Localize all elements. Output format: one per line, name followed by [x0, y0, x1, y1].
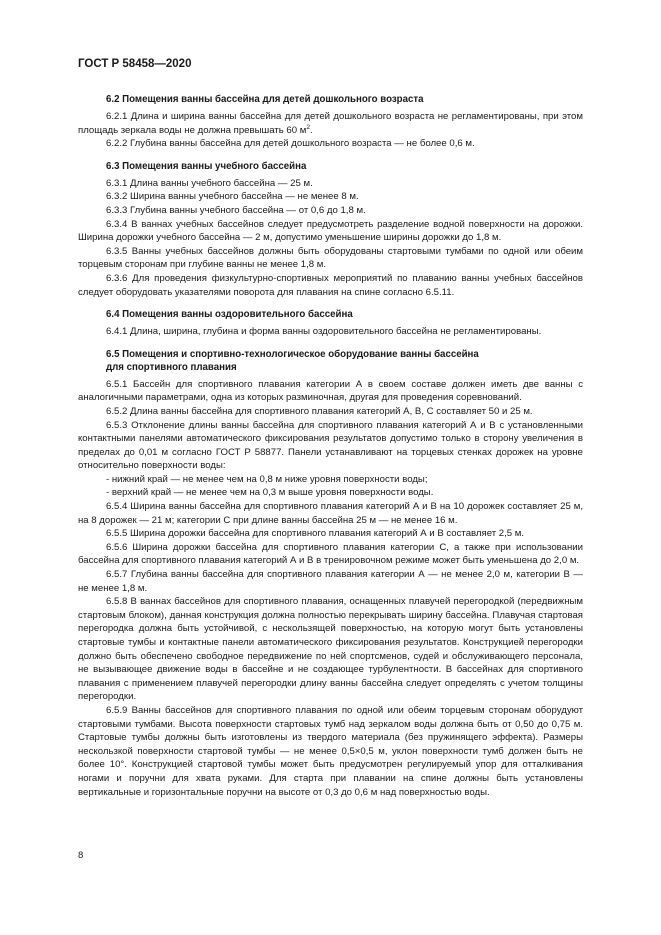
- paragraph: [78, 500, 583, 527]
- paragraph-text: 6.5.1 Бассейн для спортивного плавания категории А в своем составе должен иметь две ванны с аналогичными параметрами, одна из которых разминочная, другая для проведения соревнований.: [78, 378, 583, 404]
- section-heading-line: 6.4 Помещения ванны оздоровительного бассейна: [106, 309, 353, 321]
- paragraph: [78, 527, 583, 541]
- paragraph: [78, 378, 583, 405]
- list-item: [78, 473, 583, 487]
- paragraph-text: 6.5.3 Отклонение длины ванны бассейна для спортивного плавания категорий А и В с установленными контактными панелями автоматического фиксирования результатов допустимо только в сторону увеличения в пределах до 0,01 м согласно ГОСТ Р 58877. Панели устанавливают на торцевых стенках дорожек на уровне относительно поверхности воды:: [78, 419, 583, 472]
- paragraph-text: 6.4.1 Длина, ширина, глубина и форма ванны оздоровительного бассейна не регламентированы.: [106, 326, 542, 338]
- paragraph-text: - нижний край — не менее чем на 0,8 м ниже уровня поверхности воды;: [106, 473, 428, 485]
- section-heading-line: 6.3 Помещения ванны учебного бассейна: [106, 160, 307, 172]
- paragraph: [78, 568, 583, 595]
- section-heading-line: 6.5 Помещения и спортивно-технологическое оборудование ванны бассейна: [106, 348, 479, 360]
- paragraph-text: 6.5.4 Ширина ванны бассейна для спортивного плавания категорий А и В на 10 дорожек составляет 25 м, на 8 дорожек — 21 м; категории С при длине ванны бассейна 25 м — не менее 16 м.: [78, 501, 583, 526]
- paragraph: [78, 704, 583, 799]
- paragraph-text: 6.3.4 В ваннах учебных бассейнов следует предусмотреть разделение водной поверхности на дорожки. Ширина дорожки учебного бассейна — 2 м, допустимо уменьшение ширины дорожки до 1,8 м.: [78, 218, 583, 244]
- paragraph-text: 6.5.6 Ширина дорожки бассейна для спортивного плавания категории С, а также при использовании бассейна для спортивного плавания категорий А и В в тренировочном режиме может быть уменьшена до 2,0 м.: [78, 541, 583, 567]
- paragraph-text: 6.3.3 Глубина ванны учебного бассейна — от 0,6 до 1,8 м.: [106, 204, 366, 216]
- paragraph: [78, 325, 583, 339]
- paragraph-text: 6.3.6 Для проведения физкультурно-спортивных мероприятий по плаванию ванны учебных бассейнов следует оборудовать указателями поворота для плавания на спине согласно 6.5.11.: [78, 272, 583, 298]
- paragraph-text: 6.3.5 Ванны учебных бассейнов должны быть оборудованы стартовыми тумбами по одной или обеим торцевым сторонам при глубине ванны не менее 1,8 м.: [78, 245, 583, 271]
- document-code-header: ГОСТ Р 58458—2020: [78, 58, 192, 70]
- paragraph: [78, 204, 583, 218]
- paragraph: [78, 272, 583, 299]
- paragraph-text: 6.3.2 Ширина ванны учебного бассейна — не менее 8 м.: [106, 191, 359, 203]
- paragraph: [78, 177, 583, 191]
- paragraph: [78, 245, 583, 272]
- section-heading-line: для спортивного плавания: [106, 361, 237, 373]
- paragraph-tail: .: [309, 124, 313, 136]
- paragraph: [78, 190, 583, 204]
- paragraph-text: 6.5.8 В ваннах бассейнов для спортивного плавания, оснащенных плавучей перегородкой (передвижным стартовым блоком), данная конструкция должна полностью перекрывать ширину бассейна. Плавучая стартовая перегородка должна быть устойчивой, с нескользящей поверхностью, на которую могут быть установлены стартовые тумбы и контактные панели автоматического фиксирования результатов. Конструкцией перегородки должно быть обеспечено свободное передвижение по ней спортсменов, судей и обслуживающего персонала, не вызывающее движение воды в бассейне и не создающее турбулентности. В бассейнах для спортивного плавания с применением плавучей перегородки длину ванны бассейна следует определять с учетом толщины перегородки.: [78, 596, 583, 703]
- paragraph-text: 6.2.2 Глубина ванны бассейна для детей дошкольного возраста — не более 0,6 м.: [106, 138, 475, 150]
- section-heading-line: 6.2 Помещения ванны бассейна для детей дошкольного возраста: [106, 94, 424, 105]
- paragraph-text: - верхний край — не менее чем на 0,3 м выше уровня поверхности воды.: [106, 487, 434, 499]
- paragraph: [78, 218, 583, 245]
- list-item: [78, 486, 583, 500]
- paragraph: [78, 405, 583, 419]
- paragraph-text: 6.5.7 Глубина ванны бассейна для спортивного плавания категории А — не менее 2,0 м, категории В — не менее 1,8 м.: [78, 569, 583, 594]
- paragraph: [78, 110, 583, 137]
- paragraph: [78, 541, 583, 568]
- paragraph: [78, 137, 583, 151]
- paragraph-text: 6.3.1 Длина ванны учебного бассейна — 25 м.: [106, 177, 313, 189]
- document-body: [78, 93, 583, 799]
- paragraph-text: 6.5.2 Длина ванны бассейна для спортивного плавания категорий А, В, С составляет 50 и 25 м.: [106, 405, 533, 417]
- section-heading: [78, 93, 583, 106]
- paragraph-text: 6.2.1 Длина и ширина ванны бассейна для детей дошкольного возраста не регламентированы, при этом площадь зеркала воды не должна превышать 60 м: [78, 111, 583, 136]
- page-number: 8: [78, 850, 84, 861]
- section-heading: [78, 160, 583, 173]
- section-heading: [78, 348, 583, 374]
- paragraph-text: 6.5.5 Ширина дорожки бассейна для спортивного плавания категорий А и В составляет 2,5 м.: [106, 528, 525, 540]
- paragraph-text: 6.5.9 Ванны бассейнов для спортивного плавания по одной или обеим торцевым сторонам оборудуют стартовыми тумбами. Высота поверхности стартовых тумб над зеркалом воды должна быть от 0,50 до 0,75 м. Стартовые тумбы должны быть изготовлены из твердого материала (без пружинящего эффекта). Размеры нескользкой поверхности стартовой тумбы — не менее 0,5×0,5 м, уклон поверхности тумб должен быть не более 10°. Конструкцией стартовой тумбы может быть предусмотрен регулируемый упор для отталкивания ногами и поручни для хвата руками. Для старта при плавании на спине должны быть установлены вертикальные и горизонтальные поручни на высоте от 0,3 до 0,6 м над поверхностью воды.: [78, 704, 583, 798]
- section-heading: [78, 308, 583, 321]
- paragraph: [78, 595, 583, 704]
- superscript: 2: [306, 123, 310, 131]
- paragraph: [78, 419, 583, 473]
